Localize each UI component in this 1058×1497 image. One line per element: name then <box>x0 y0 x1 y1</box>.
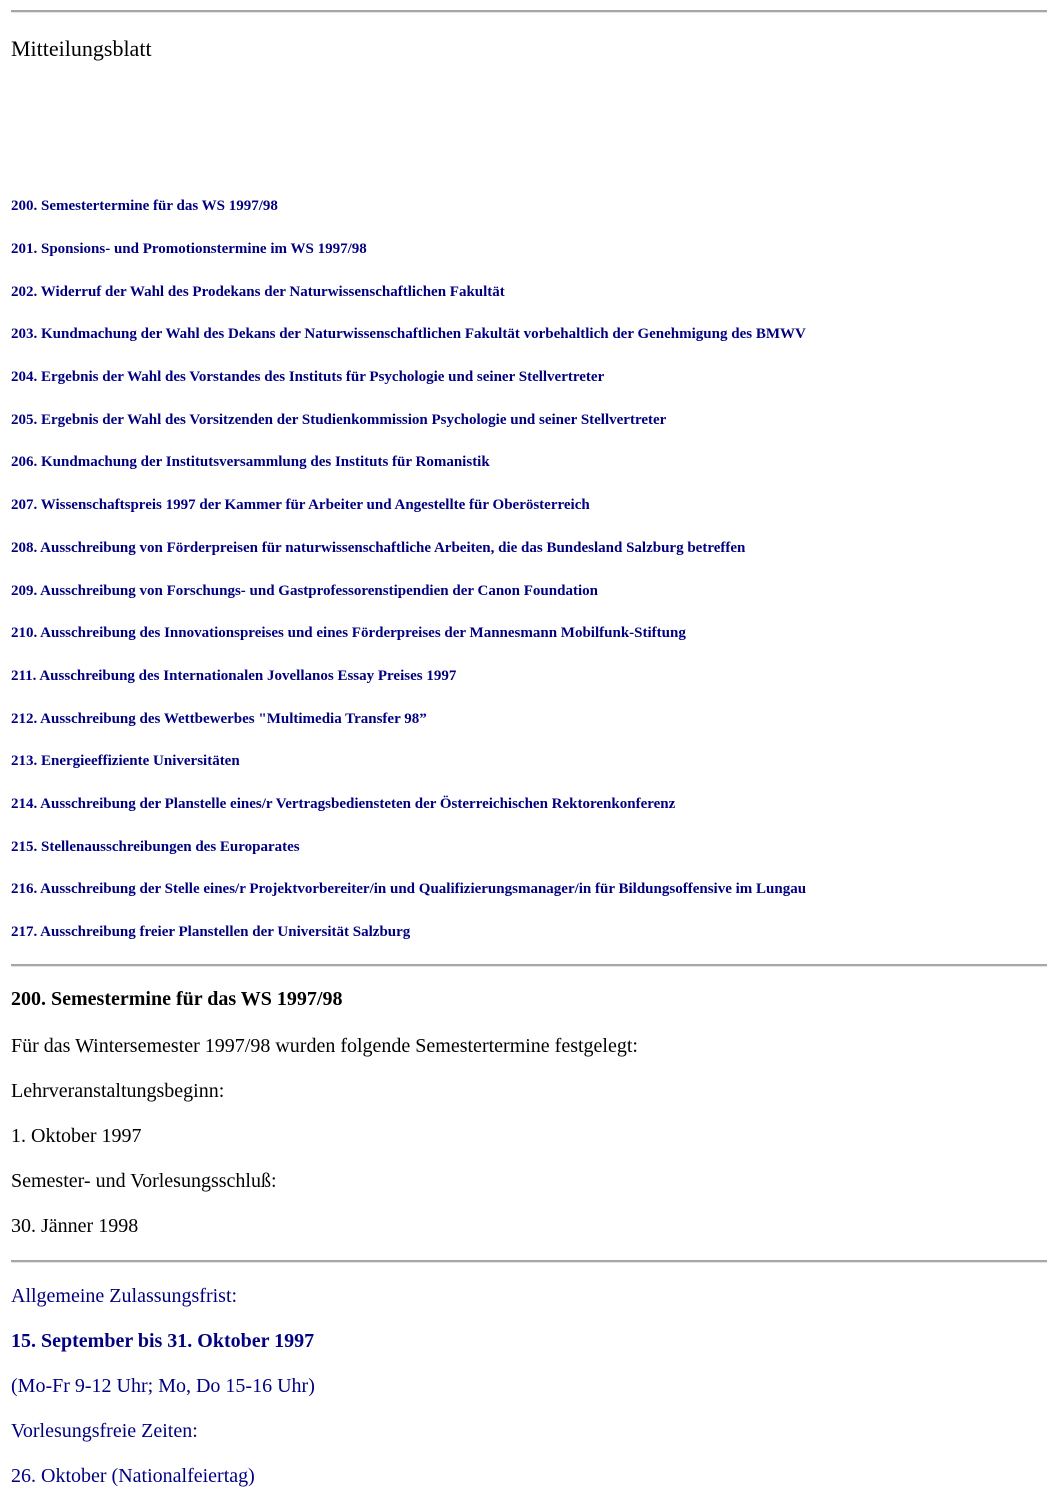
toc-link-213[interactable]: 213. Energieeffiziente Universitäten <box>11 753 240 769</box>
top-rule <box>11 10 1047 13</box>
admission-label: Allgemeine Zulassungsfrist: <box>11 1285 238 1307</box>
toc-link-203[interactable]: 203. Kundmachung der Wahl des Dekans der Naturwissenschaftlichen Fakultät vorbehaltlich der Genehmigung des BMWV <box>11 326 806 342</box>
subsection-divider <box>11 1260 1047 1263</box>
toc-link-211[interactable]: 211. Ausschreibung des Internationalen Jovellanos Essay Preises 1997 <box>11 668 457 684</box>
toc-link-214[interactable]: 214. Ausschreibung der Planstelle eines/r Vertragsbediensteten der Österreichischen Rektorenkonferenz <box>11 796 676 812</box>
toc-link-217[interactable]: 217. Ausschreibung freier Planstellen der Universität Salzburg <box>11 924 411 940</box>
toc-link-212[interactable]: 212. Ausschreibung des Wettbewerbes "Multimedia Transfer 98” <box>11 711 427 727</box>
toc-link-209[interactable]: 209. Ausschreibung von Forschungs- und Gastprofessorenstipendien der Canon Foundation <box>11 583 598 599</box>
section-heading: 200. Semestermine für das WS 1997/98 <box>11 988 343 1010</box>
toc-link-202[interactable]: 202. Widerruf der Wahl des Prodekans der Naturwissenschaftlichen Fakultät <box>11 284 505 300</box>
toc-link-208[interactable]: 208. Ausschreibung von Förderpreisen für naturwissenschaftliche Arbeiten, die das Bundesland Salzburg betreffen <box>11 540 746 556</box>
free-periods-label: Vorlesungsfreie Zeiten: <box>11 1420 198 1442</box>
section-divider <box>11 964 1047 967</box>
toc-link-204[interactable]: 204. Ergebnis der Wahl des Vorstandes des Instituts für Psychologie und seiner Stellvertreter <box>11 369 605 385</box>
toc-link-216[interactable]: 216. Ausschreibung der Stelle eines/r Projektvorbereiter/in und Qualifizierungsmanager/in für Bildungsoffensive im Lungau <box>11 881 807 897</box>
toc-link-201[interactable]: 201. Sponsions- und Promotionstermine im WS 1997/98 <box>11 241 367 257</box>
intro-paragraph: Für das Wintersemester 1997/98 wurden folgende Semestertermine festgelegt: <box>11 1035 638 1057</box>
semester-end-date: 30. Jänner 1998 <box>11 1215 139 1237</box>
toc-link-200[interactable]: 200. Semestertermine für das WS 1997/98 <box>11 198 278 214</box>
toc-link-205[interactable]: 205. Ergebnis der Wahl des Vorsitzenden der Studienkommission Psychologie und seiner Stellvertreter <box>11 412 667 428</box>
toc-link-207[interactable]: 207. Wissenschaftspreis 1997 der Kammer für Arbeiter und Angestellte für Oberösterreich <box>11 497 590 513</box>
semester-end-label: Semester- und Vorlesungsschluß: <box>11 1170 277 1192</box>
lecture-start-label: Lehrveranstaltungsbeginn: <box>11 1080 225 1102</box>
toc-link-210[interactable]: 210. Ausschreibung des Innovationspreises und eines Förderpreises der Mannesmann Mobilfunk-Stiftung <box>11 625 686 641</box>
admission-period: 15. September bis 31. Oktober 1997 <box>11 1330 315 1352</box>
toc-link-215[interactable]: 215. Stellenausschreibungen des Europarates <box>11 839 300 855</box>
toc-link-206[interactable]: 206. Kundmachung der Institutsversammlung des Instituts für Romanistik <box>11 454 490 470</box>
free-period-item: 26. Oktober (Nationalfeiertag) <box>11 1465 255 1487</box>
admission-hours: (Mo-Fr 9-12 Uhr; Mo, Do 15-16 Uhr) <box>11 1375 315 1397</box>
masthead-title: Mitteilungsblatt <box>11 36 152 61</box>
lecture-start-date: 1. Oktober 1997 <box>11 1125 142 1147</box>
